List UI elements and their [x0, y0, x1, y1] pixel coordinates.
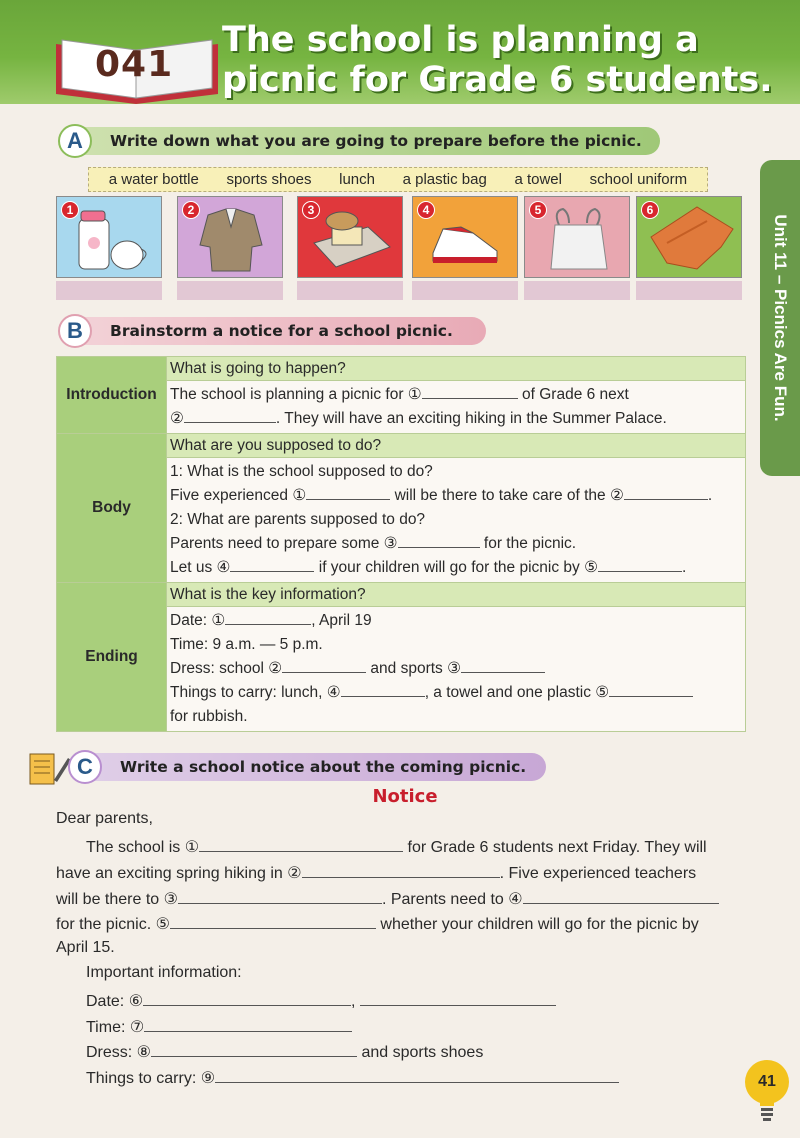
section-a-letter: A	[58, 124, 92, 158]
body-body	[167, 458, 746, 583]
notepad-pencil-icon	[28, 752, 72, 786]
lesson-number: 041	[95, 44, 174, 85]
picture-5	[524, 196, 630, 278]
word-bank-item: lunch	[339, 171, 375, 188]
blank-input[interactable]	[178, 888, 382, 904]
ending-text: Time: 9 a.m. — 5 p.m.	[170, 636, 323, 653]
picture-1	[56, 196, 162, 278]
notice-text: will be there to ③	[56, 891, 178, 908]
section-c-instruction: Write a school notice about the coming picnic.	[120, 758, 527, 776]
blank-input[interactable]	[609, 681, 693, 697]
section-b-instruction: Brainstorm a notice for a school picnic.	[110, 322, 453, 340]
introduction-text: of Grade 6 next	[522, 386, 629, 403]
blank-input[interactable]	[360, 990, 556, 1006]
blank-input[interactable]	[422, 383, 518, 399]
blank-input[interactable]	[225, 609, 311, 625]
notice-title: Notice	[372, 786, 438, 807]
blank-input[interactable]	[341, 681, 425, 697]
body-text: Parents need to prepare some ③	[170, 535, 398, 552]
lightbulb-base-icon	[757, 1100, 777, 1124]
page-title-line-2: picnic for Grade 6 students.	[222, 60, 773, 100]
picture-2-number: 2	[182, 201, 200, 219]
body-text: 1: What is the school supposed to do?	[170, 463, 433, 480]
introduction-body	[167, 381, 746, 434]
word-bank-item: a water bottle	[108, 171, 199, 188]
blank-input[interactable]	[598, 556, 682, 572]
blank-input[interactable]	[199, 836, 403, 852]
notice-line-1	[86, 836, 707, 857]
ending-text: for rubbish.	[170, 708, 248, 725]
blank-input[interactable]	[461, 657, 545, 673]
blank-input[interactable]	[523, 888, 719, 904]
blank-input[interactable]	[282, 657, 366, 673]
row-label-introduction: Introduction	[57, 357, 167, 434]
body-text: .	[682, 559, 687, 576]
body-text: will be there to take care of the ②	[394, 487, 624, 504]
blank-input[interactable]	[230, 556, 314, 572]
notice-text: ,	[351, 993, 356, 1010]
page-number: 41	[745, 1060, 789, 1104]
section-a-banner	[66, 127, 660, 155]
blank-input[interactable]	[151, 1041, 357, 1057]
introduction-text: . They will have an exciting hiking in the Summer Palace.	[275, 410, 667, 427]
picture-6	[636, 196, 742, 278]
row-label-body: Body	[57, 434, 167, 583]
info-dress	[86, 1041, 483, 1062]
introduction-text: The school is planning a picnic for ①	[170, 386, 422, 403]
body-text: Let us ④	[170, 559, 231, 576]
row-label-ending: Ending	[57, 583, 167, 732]
answer-box-4[interactable]	[412, 281, 518, 300]
picture-2	[177, 196, 283, 278]
section-b-banner	[66, 317, 486, 345]
info-carry	[86, 1067, 619, 1088]
ending-question: What is the key information?	[167, 583, 746, 607]
ending-text: , April 19	[311, 612, 372, 629]
notice-text: for Grade 6 students next Friday. They will	[407, 839, 707, 856]
page-title-line-1: The school is planning a	[222, 20, 699, 60]
blank-input[interactable]	[302, 862, 500, 878]
ending-text: Things to carry: lunch, ④	[170, 684, 341, 701]
notice-text: The school is ①	[86, 839, 200, 856]
body-text: 2: What are parents supposed to do?	[170, 511, 426, 528]
word-bank-item: school uniform	[589, 171, 688, 188]
blank-input[interactable]	[184, 407, 276, 423]
answer-box-3[interactable]	[297, 281, 403, 300]
blank-input[interactable]	[398, 532, 480, 548]
body-text: .	[707, 487, 713, 504]
ending-text: Dress: school ②	[170, 660, 283, 677]
answer-box-6[interactable]	[636, 281, 742, 300]
notice-text: for the picnic. ⑤	[56, 916, 170, 933]
ending-text: , a towel and one plastic ⑤	[424, 684, 610, 701]
section-a-instruction: Write down what you are going to prepare before the picnic.	[110, 132, 642, 150]
notice-text: Dress: ⑧	[86, 1044, 152, 1061]
blank-input[interactable]	[170, 913, 376, 929]
notice-text: . Five experienced teachers	[499, 865, 697, 882]
notice-line-5: April 15.	[56, 939, 115, 956]
blank-input[interactable]	[215, 1067, 619, 1083]
notice-text: have an exciting spring hiking in ②	[56, 865, 302, 882]
answer-box-5[interactable]	[524, 281, 630, 300]
notice-text: Time: ⑦	[86, 1019, 145, 1036]
word-bank	[88, 167, 708, 192]
word-bank-item: sports shoes	[226, 171, 312, 188]
picture-4	[412, 196, 518, 278]
notice-text: whether your children will go for the picnic by	[380, 916, 699, 933]
blank-input[interactable]	[144, 1016, 352, 1032]
ending-body	[167, 607, 746, 732]
blank-input[interactable]	[306, 484, 390, 500]
section-c-letter: C	[68, 750, 102, 784]
introduction-question: What is going to happen?	[167, 357, 746, 381]
important-info-heading: Important information:	[86, 964, 242, 981]
blank-input[interactable]	[624, 484, 708, 500]
brainstorm-table	[56, 356, 746, 732]
answer-box-1[interactable]	[56, 281, 162, 300]
section-c-banner	[76, 753, 546, 781]
picture-3	[297, 196, 403, 278]
notice-text: and sports shoes	[361, 1044, 484, 1061]
page-header	[0, 0, 800, 104]
ending-text: and sports ③	[370, 660, 461, 677]
unit-side-tab-label: Unit 11 – Picnics Are Fun.	[771, 214, 790, 422]
section-b-letter: B	[58, 314, 92, 348]
notice-line-3	[56, 888, 719, 909]
picture-3-number: 3	[302, 201, 320, 219]
notice-line-2	[56, 862, 696, 883]
body-text: for the picnic.	[483, 535, 577, 552]
picture-4-number: 4	[417, 201, 435, 219]
picture-6-number: 6	[641, 201, 659, 219]
notice-greeting: Dear parents,	[56, 810, 153, 827]
info-date	[86, 990, 556, 1011]
body-text: Five experienced ①	[170, 487, 307, 504]
unit-side-tab	[760, 160, 800, 476]
word-bank-item: a plastic bag	[402, 171, 487, 188]
ending-text: Date: ①	[170, 612, 226, 629]
notice-text: Date: ⑥	[86, 993, 144, 1010]
info-time	[86, 1016, 352, 1037]
body-text: if your children will go for the picnic by ⑤	[318, 559, 598, 576]
picture-5-number: 5	[529, 201, 547, 219]
notice-text: Things to carry: ⑨	[86, 1070, 216, 1087]
word-bank-item: a towel	[514, 171, 562, 188]
notice-text: . Parents need to ④	[381, 891, 523, 908]
picture-1-number: 1	[61, 201, 79, 219]
blank-input[interactable]	[143, 990, 351, 1006]
answer-box-2[interactable]	[177, 281, 283, 300]
notice-line-4	[56, 913, 699, 934]
body-question: What are you supposed to do?	[167, 434, 746, 458]
introduction-text: ②	[170, 410, 184, 427]
